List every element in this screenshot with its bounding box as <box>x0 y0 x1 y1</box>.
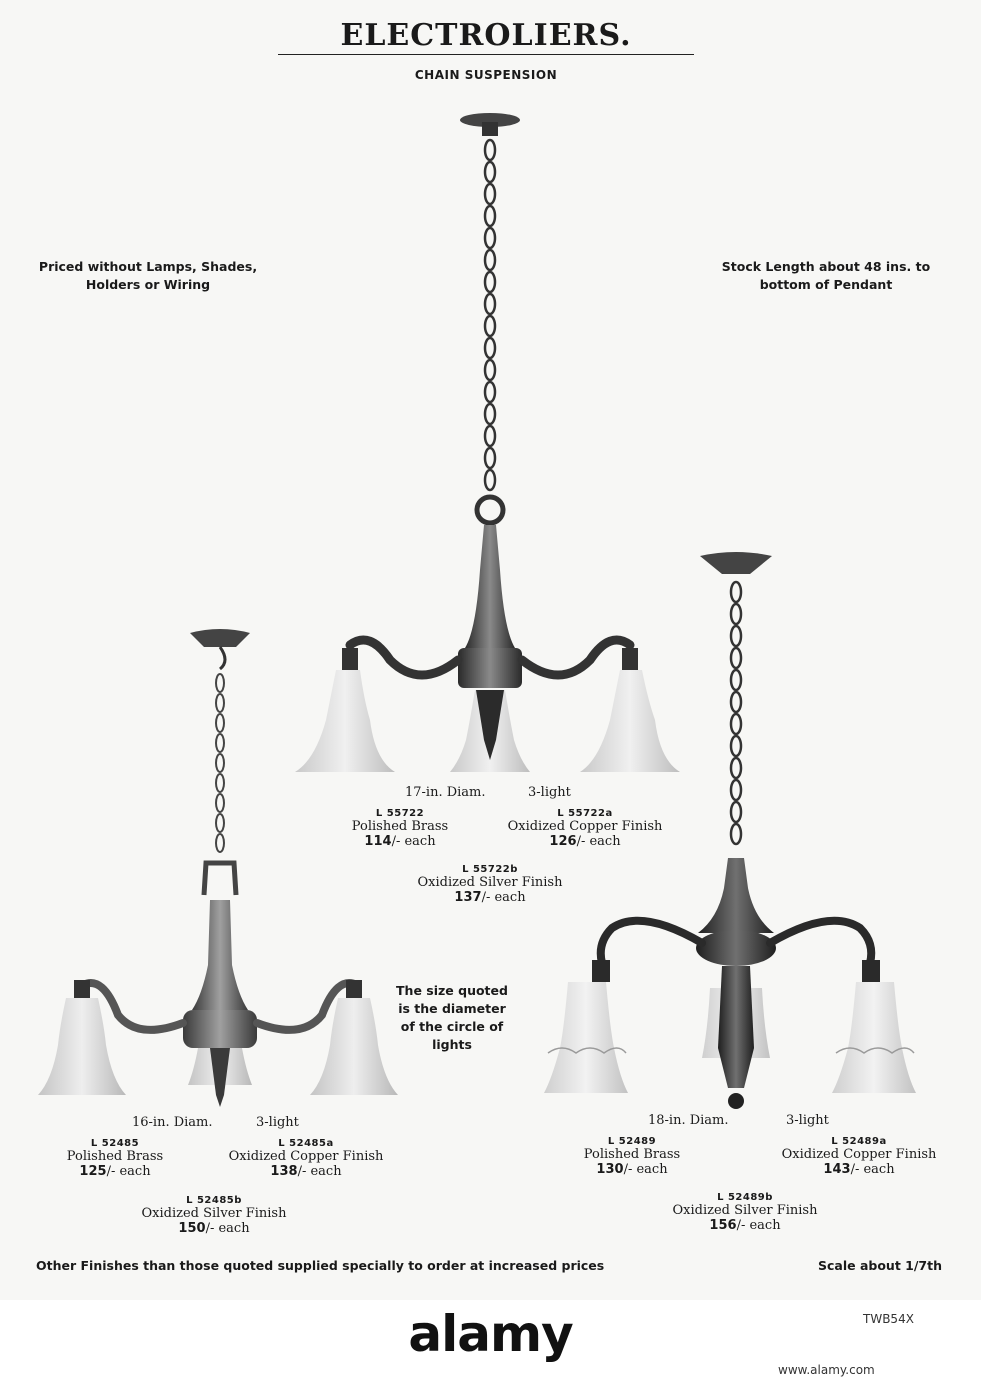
center-variant-b-price: 126/- each <box>549 834 621 849</box>
left-variant-b-code: L 52485a <box>278 1138 334 1149</box>
center-variant-b-code: L 55722a <box>557 808 613 819</box>
right-diameter: 18-in. Diam. <box>648 1113 729 1128</box>
center-variant-a-code: L 55722 <box>375 808 425 819</box>
center-variant-c-price: 137/- each <box>454 890 526 905</box>
right-variant-b <box>770 1136 948 1177</box>
right-variant-a-code: L 52489 <box>607 1136 657 1147</box>
left-variant-c <box>128 1195 300 1236</box>
alamy-logo: alamy <box>408 1305 573 1363</box>
center-diameter: 17-in. Diam. <box>405 785 486 800</box>
stock-length-note <box>706 258 946 294</box>
page-title: ELECTROLIERS. <box>340 18 632 53</box>
pricing-note-line1: Priced without Lamps, Shades, <box>38 259 258 274</box>
center-variant-a-price: 114/- each <box>364 834 436 849</box>
center-variant-c <box>400 864 580 905</box>
center-variant-c-code: L 55722b <box>462 864 518 875</box>
size-note-line4: lights <box>432 1037 472 1052</box>
size-note-line2: is the diameter <box>398 1001 506 1016</box>
center-lights: 3-light <box>528 785 571 800</box>
left-variant-b-price: 138/- each <box>270 1164 342 1179</box>
page-subtitle: CHAIN SUSPENSION <box>414 68 558 82</box>
center-variant-a-finish: Polished Brass <box>351 819 449 834</box>
size-note <box>396 982 508 1054</box>
size-note-line3: of the circle of <box>400 1019 504 1034</box>
size-note-line1: The size quoted <box>396 983 508 998</box>
scale-note: Scale about 1/7th <box>818 1258 942 1273</box>
right-variant-c-finish: Oxidized Silver Finish <box>672 1203 818 1218</box>
right-variant-a-price: 130/- each <box>596 1162 668 1177</box>
left-variant-c-code: L 52485b <box>186 1195 242 1206</box>
left-variant-b <box>212 1138 400 1179</box>
left-lights: 3-light <box>256 1115 299 1130</box>
left-electrolier-illustration <box>38 625 398 1110</box>
pricing-note-line2: Holders or Wiring <box>85 277 211 292</box>
stock-length-line2: bottom of Pendant <box>759 277 893 292</box>
left-variant-a-finish: Polished Brass <box>66 1149 164 1164</box>
right-variant-c-price: 156/- each <box>709 1218 781 1233</box>
right-lights: 3-light <box>786 1113 829 1128</box>
center-variant-a <box>330 808 470 849</box>
right-variant-a-finish: Polished Brass <box>583 1147 681 1162</box>
right-variant-c <box>660 1192 830 1233</box>
image-id: TWB54X <box>863 1312 914 1326</box>
title-rule <box>278 54 694 55</box>
right-variant-b-price: 143/- each <box>823 1162 895 1177</box>
left-variant-a-price: 125/- each <box>79 1164 151 1179</box>
left-variant-c-price: 150/- each <box>178 1221 250 1236</box>
left-diameter: 16-in. Diam. <box>132 1115 213 1130</box>
stock-length-line1: Stock Length about 48 ins. to <box>721 259 931 274</box>
center-variant-c-finish: Oxidized Silver Finish <box>417 875 563 890</box>
center-variant-b <box>490 808 680 849</box>
left-variant-b-finish: Oxidized Copper Finish <box>228 1149 384 1164</box>
right-variant-b-code: L 52489a <box>831 1136 887 1147</box>
right-variant-b-finish: Oxidized Copper Finish <box>781 1147 937 1162</box>
right-variant-a <box>572 1136 692 1177</box>
center-variant-b-finish: Oxidized Copper Finish <box>507 819 663 834</box>
watermark-url: www.alamy.com <box>778 1363 875 1377</box>
left-variant-a <box>50 1138 180 1179</box>
left-variant-a-code: L 52485 <box>90 1138 140 1149</box>
right-variant-c-code: L 52489b <box>717 1192 773 1203</box>
finishes-footnote: Other Finishes than those quoted supplied specially to order at increased prices <box>36 1258 605 1273</box>
pricing-note <box>30 258 266 294</box>
left-variant-c-finish: Oxidized Silver Finish <box>141 1206 287 1221</box>
